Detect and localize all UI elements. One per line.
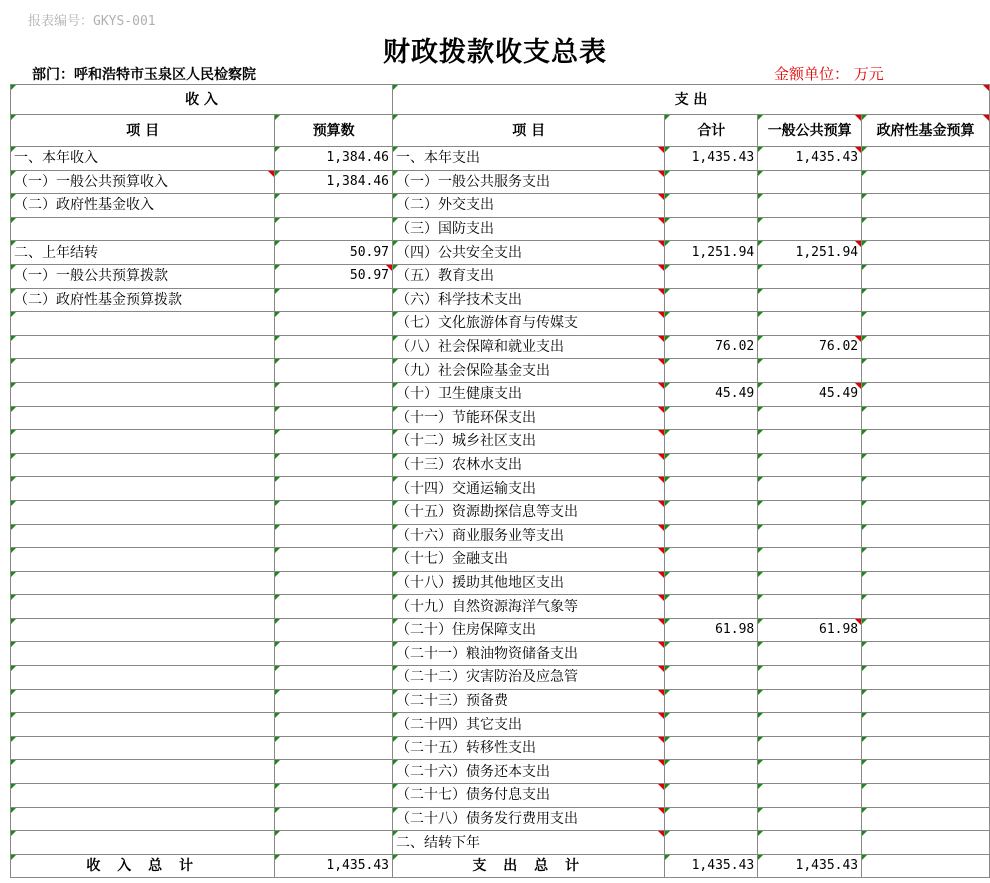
fund-budget-cell[interactable]: [862, 194, 990, 218]
table-row: [11, 430, 990, 454]
expense-total-cell[interactable]: [665, 736, 758, 760]
expense-header[interactable]: 支 出: [393, 85, 990, 115]
report-code: 报表编号：GKYS-001: [28, 14, 156, 29]
table-row: [11, 147, 990, 171]
expense-total-cell[interactable]: [665, 264, 758, 288]
general-budget-cell[interactable]: [758, 713, 862, 737]
table-row: [11, 807, 990, 831]
expense-item-cell[interactable]: （二十四）其它支出: [393, 713, 665, 737]
income-total-label[interactable]: 收 入 总 计: [11, 854, 275, 878]
income-item-cell[interactable]: [11, 666, 275, 690]
general-budget-cell[interactable]: [758, 288, 862, 312]
income-amount-cell[interactable]: [275, 666, 393, 690]
table-row: [11, 170, 990, 194]
general-budget-cell[interactable]: 76.02: [758, 335, 862, 359]
expense-item-cell[interactable]: （四）公共安全支出: [393, 241, 665, 265]
expense-total-cell[interactable]: [665, 406, 758, 430]
income-amount-cell[interactable]: [275, 430, 393, 454]
table-row: [11, 760, 990, 784]
expense-total-cell[interactable]: [665, 807, 758, 831]
income-amount-cell[interactable]: [275, 689, 393, 713]
expense-total-cell[interactable]: [665, 642, 758, 666]
expense-item-cell[interactable]: （十三）农林水支出: [393, 453, 665, 477]
general-budget-cell[interactable]: [758, 831, 862, 855]
table-row: [11, 689, 990, 713]
income-item-cell[interactable]: [11, 406, 275, 430]
income-total-amount[interactable]: 1,435.43: [275, 854, 393, 878]
totals-row: [11, 854, 990, 878]
income-item-cell[interactable]: [11, 359, 275, 383]
budget-header[interactable]: 预算数: [275, 115, 393, 147]
expense-total-cell[interactable]: [665, 217, 758, 241]
expense-total-cell[interactable]: [665, 760, 758, 784]
fund-budget-cell[interactable]: [862, 288, 990, 312]
expense-item-cell[interactable]: （九）社会保险基金支出: [393, 359, 665, 383]
expense-item-cell[interactable]: （二）外交支出: [393, 194, 665, 218]
income-amount-cell[interactable]: [275, 784, 393, 808]
table-row: [11, 241, 990, 265]
general-budget-cell[interactable]: [758, 430, 862, 454]
expense-item-cell[interactable]: （六）科学技术支出: [393, 288, 665, 312]
table-row: [11, 312, 990, 336]
expense-item-cell[interactable]: （八）社会保障和就业支出: [393, 335, 665, 359]
fund-budget-cell[interactable]: [862, 784, 990, 808]
fund-budget-cell[interactable]: [862, 453, 990, 477]
expense-total-cell[interactable]: [665, 312, 758, 336]
expense-item-cell[interactable]: （二十一）粮油物资储备支出: [393, 642, 665, 666]
expense-item-cell[interactable]: 一、本年支出: [393, 147, 665, 171]
general-budget-cell[interactable]: [758, 548, 862, 572]
income-item-cell[interactable]: [11, 217, 275, 241]
expense-item-cell[interactable]: （十一）节能环保支出: [393, 406, 665, 430]
general-budget-cell[interactable]: [758, 689, 862, 713]
table-row: [11, 548, 990, 572]
income-amount-cell[interactable]: [275, 736, 393, 760]
table-row: [11, 500, 990, 524]
table-row: [11, 217, 990, 241]
expense-total-cell[interactable]: [665, 477, 758, 501]
table-row: [11, 453, 990, 477]
table-body: [11, 85, 990, 878]
expense-item-cell[interactable]: （二十八）债务发行费用支出: [393, 807, 665, 831]
income-item-cell[interactable]: [11, 453, 275, 477]
income-item-cell[interactable]: [11, 713, 275, 737]
expense-item-cell[interactable]: （十四）交通运输支出: [393, 477, 665, 501]
income-item-cell[interactable]: [11, 500, 275, 524]
income-amount-cell[interactable]: [275, 312, 393, 336]
expense-total-cell[interactable]: [665, 831, 758, 855]
general-budget-cell[interactable]: [758, 760, 862, 784]
expense-item-cell[interactable]: （二十二）灾害防治及应急管: [393, 666, 665, 690]
expense-total-cell[interactable]: [665, 500, 758, 524]
income-amount-cell[interactable]: [275, 524, 393, 548]
total-header[interactable]: 合计: [665, 115, 758, 147]
fund-budget-cell[interactable]: [862, 666, 990, 690]
table-row: [11, 595, 990, 619]
fund-budget-cell[interactable]: [862, 713, 990, 737]
income-item-cell[interactable]: [11, 807, 275, 831]
table-row: [11, 194, 990, 218]
general-budget-cell[interactable]: [758, 500, 862, 524]
fund-budget-cell[interactable]: [862, 406, 990, 430]
general-budget-cell[interactable]: [758, 571, 862, 595]
income-amount-cell[interactable]: [275, 595, 393, 619]
expense-item-header[interactable]: 项 目: [393, 115, 665, 147]
fund-budget-cell[interactable]: [862, 736, 990, 760]
fund-budget-cell[interactable]: [862, 689, 990, 713]
fund-budget-cell[interactable]: [862, 430, 990, 454]
header-row-1: [11, 85, 990, 115]
expense-total-cell[interactable]: [665, 666, 758, 690]
fund-budget-cell[interactable]: [862, 241, 990, 265]
income-amount-cell[interactable]: 1,384.46: [275, 147, 393, 171]
fund-budget-cell[interactable]: [862, 524, 990, 548]
income-amount-cell[interactable]: [275, 500, 393, 524]
income-item-cell[interactable]: [11, 477, 275, 501]
table-row: [11, 359, 990, 383]
table-row: [11, 618, 990, 642]
income-amount-cell[interactable]: [275, 194, 393, 218]
fund-budget-cell[interactable]: [862, 382, 990, 406]
fund-budget-cell[interactable]: [862, 831, 990, 855]
expense-total-cell[interactable]: 61.98: [665, 618, 758, 642]
fund-budget-cell[interactable]: [862, 147, 990, 171]
expense-total-cell[interactable]: 76.02: [665, 335, 758, 359]
income-amount-cell[interactable]: 50.97: [275, 264, 393, 288]
expense-total-cell[interactable]: [665, 359, 758, 383]
expense-item-cell[interactable]: （十六）商业服务业等支出: [393, 524, 665, 548]
table-row: [11, 335, 990, 359]
income-amount-cell[interactable]: [275, 571, 393, 595]
fund-budget-cell[interactable]: [862, 477, 990, 501]
general-budget-cell[interactable]: 61.98: [758, 618, 862, 642]
fund-budget-total[interactable]: [862, 854, 990, 878]
expense-item-cell[interactable]: （十七）金融支出: [393, 548, 665, 572]
page-title: 财政拨款收支总表: [383, 37, 607, 68]
amount-unit-label: 金额单位： 万元: [774, 65, 884, 83]
department-label: 部门：呼和浩特市玉泉区人民检察院: [32, 67, 256, 83]
income-amount-cell[interactable]: [275, 382, 393, 406]
general-budget-cell[interactable]: [758, 264, 862, 288]
expense-item-cell[interactable]: （二十六）债务还本支出: [393, 760, 665, 784]
table-row: [11, 666, 990, 690]
income-item-cell[interactable]: [11, 548, 275, 572]
general-budget-cell[interactable]: 1,251.94: [758, 241, 862, 265]
expense-total-cell[interactable]: 45.49: [665, 382, 758, 406]
general-budget-cell[interactable]: 1,435.43: [758, 147, 862, 171]
general-budget-cell[interactable]: [758, 170, 862, 194]
fund-budget-cell[interactable]: [862, 359, 990, 383]
general-budget-cell[interactable]: [758, 312, 862, 336]
general-budget-cell[interactable]: [758, 194, 862, 218]
fund-budget-cell[interactable]: [862, 760, 990, 784]
income-item-cell[interactable]: [11, 595, 275, 619]
income-item-cell[interactable]: [11, 736, 275, 760]
income-amount-cell[interactable]: [275, 831, 393, 855]
income-amount-cell[interactable]: [275, 406, 393, 430]
income-item-header[interactable]: 项 目: [11, 115, 275, 147]
general-budget-cell[interactable]: [758, 736, 862, 760]
general-budget-cell[interactable]: [758, 807, 862, 831]
expense-total-cell[interactable]: [665, 571, 758, 595]
table-row: [11, 784, 990, 808]
income-item-cell[interactable]: [11, 689, 275, 713]
general-budget-cell[interactable]: [758, 477, 862, 501]
expense-total-cell[interactable]: [665, 194, 758, 218]
income-item-cell[interactable]: [11, 618, 275, 642]
expense-item-cell[interactable]: （五）教育支出: [393, 264, 665, 288]
general-budget-header[interactable]: 一般公共预算: [758, 115, 862, 147]
income-amount-cell[interactable]: [275, 217, 393, 241]
expense-total-cell[interactable]: [665, 689, 758, 713]
expense-item-cell[interactable]: （一）一般公共服务支出: [393, 170, 665, 194]
expense-total-cell[interactable]: [665, 430, 758, 454]
income-amount-cell[interactable]: [275, 477, 393, 501]
income-amount-cell[interactable]: [275, 760, 393, 784]
income-amount-cell[interactable]: [275, 453, 393, 477]
budget-table: [10, 84, 990, 878]
general-budget-total[interactable]: 1,435.43: [758, 854, 862, 878]
general-budget-cell[interactable]: [758, 359, 862, 383]
table-row: [11, 831, 990, 855]
table-row: [11, 524, 990, 548]
income-amount-cell[interactable]: [275, 642, 393, 666]
expense-item-cell[interactable]: （二十五）转移性支出: [393, 736, 665, 760]
fund-budget-cell[interactable]: [862, 807, 990, 831]
expense-item-cell[interactable]: （十八）援助其他地区支出: [393, 571, 665, 595]
income-item-cell[interactable]: [11, 430, 275, 454]
expense-item-cell[interactable]: （七）文化旅游体育与传媒支: [393, 312, 665, 336]
table-row: [11, 264, 990, 288]
expense-total-cell[interactable]: [665, 713, 758, 737]
income-amount-cell[interactable]: [275, 359, 393, 383]
expense-item-cell[interactable]: 二、结转下年: [393, 831, 665, 855]
fund-budget-cell[interactable]: [862, 170, 990, 194]
income-item-cell[interactable]: [11, 524, 275, 548]
table-row: [11, 288, 990, 312]
fund-budget-cell[interactable]: [862, 595, 990, 619]
income-item-cell[interactable]: [11, 784, 275, 808]
income-amount-cell[interactable]: [275, 335, 393, 359]
general-budget-cell[interactable]: [758, 406, 862, 430]
fund-budget-header[interactable]: 政府性基金预算: [862, 115, 990, 147]
income-item-cell[interactable]: [11, 335, 275, 359]
income-amount-cell[interactable]: [275, 548, 393, 572]
table-row: [11, 713, 990, 737]
income-item-cell[interactable]: [11, 571, 275, 595]
general-budget-cell[interactable]: [758, 784, 862, 808]
table-row: [11, 477, 990, 501]
income-item-cell[interactable]: [11, 382, 275, 406]
income-item-cell[interactable]: （二）政府性基金收入: [11, 194, 275, 218]
expense-total-amount[interactable]: 1,435.43: [665, 854, 758, 878]
income-amount-cell[interactable]: 50.97: [275, 241, 393, 265]
table-row: [11, 406, 990, 430]
general-budget-cell[interactable]: [758, 453, 862, 477]
fund-budget-cell[interactable]: [862, 618, 990, 642]
table-row: [11, 736, 990, 760]
expense-total-cell[interactable]: [665, 548, 758, 572]
fund-budget-cell[interactable]: [862, 642, 990, 666]
expense-item-cell[interactable]: （二十）住房保障支出: [393, 618, 665, 642]
income-item-cell[interactable]: [11, 831, 275, 855]
general-budget-cell[interactable]: [758, 595, 862, 619]
table-row: [11, 571, 990, 595]
expense-item-cell[interactable]: （十九）自然资源海洋气象等: [393, 595, 665, 619]
income-item-cell[interactable]: （二）政府性基金预算拨款: [11, 288, 275, 312]
expense-item-cell[interactable]: （十）卫生健康支出: [393, 382, 665, 406]
income-amount-cell[interactable]: 1,384.46: [275, 170, 393, 194]
fund-budget-cell[interactable]: [862, 571, 990, 595]
income-amount-cell[interactable]: [275, 618, 393, 642]
general-budget-cell[interactable]: [758, 642, 862, 666]
expense-item-cell[interactable]: （二十七）债务付息支出: [393, 784, 665, 808]
general-budget-cell[interactable]: [758, 217, 862, 241]
fund-budget-cell[interactable]: [862, 217, 990, 241]
income-item-cell[interactable]: 二、上年结转: [11, 241, 275, 265]
general-budget-cell[interactable]: [758, 666, 862, 690]
fund-budget-cell[interactable]: [862, 335, 990, 359]
general-budget-cell[interactable]: 45.49: [758, 382, 862, 406]
header-row-2: [11, 115, 990, 147]
income-header[interactable]: 收 入: [11, 85, 393, 115]
expense-item-cell[interactable]: （二十三）预备费: [393, 689, 665, 713]
income-item-cell[interactable]: （一）一般公共预算拨款: [11, 264, 275, 288]
table-row: [11, 382, 990, 406]
fund-budget-cell[interactable]: [862, 264, 990, 288]
fund-budget-cell[interactable]: [862, 500, 990, 524]
expense-total-cell[interactable]: [665, 288, 758, 312]
income-item-cell[interactable]: （一）一般公共预算收入: [11, 170, 275, 194]
general-budget-cell[interactable]: [758, 524, 862, 548]
income-item-cell[interactable]: 一、本年收入: [11, 147, 275, 171]
fund-budget-cell[interactable]: [862, 548, 990, 572]
table-row: [11, 642, 990, 666]
expense-total-cell[interactable]: [665, 524, 758, 548]
expense-total-cell[interactable]: 1,251.94: [665, 241, 758, 265]
expense-item-cell[interactable]: （十五）资源勘探信息等支出: [393, 500, 665, 524]
expense-total-cell[interactable]: [665, 170, 758, 194]
expense-item-cell[interactable]: （三）国防支出: [393, 217, 665, 241]
expense-total-cell[interactable]: [665, 453, 758, 477]
income-item-cell[interactable]: [11, 642, 275, 666]
expense-total-cell[interactable]: 1,435.43: [665, 147, 758, 171]
income-amount-cell[interactable]: [275, 713, 393, 737]
income-item-cell[interactable]: [11, 760, 275, 784]
income-amount-cell[interactable]: [275, 807, 393, 831]
income-amount-cell[interactable]: [275, 288, 393, 312]
income-item-cell[interactable]: [11, 312, 275, 336]
fund-budget-cell[interactable]: [862, 312, 990, 336]
expense-total-cell[interactable]: [665, 595, 758, 619]
expense-total-cell[interactable]: [665, 784, 758, 808]
expense-total-label[interactable]: 支 出 总 计: [393, 854, 665, 878]
expense-item-cell[interactable]: （十二）城乡社区支出: [393, 430, 665, 454]
